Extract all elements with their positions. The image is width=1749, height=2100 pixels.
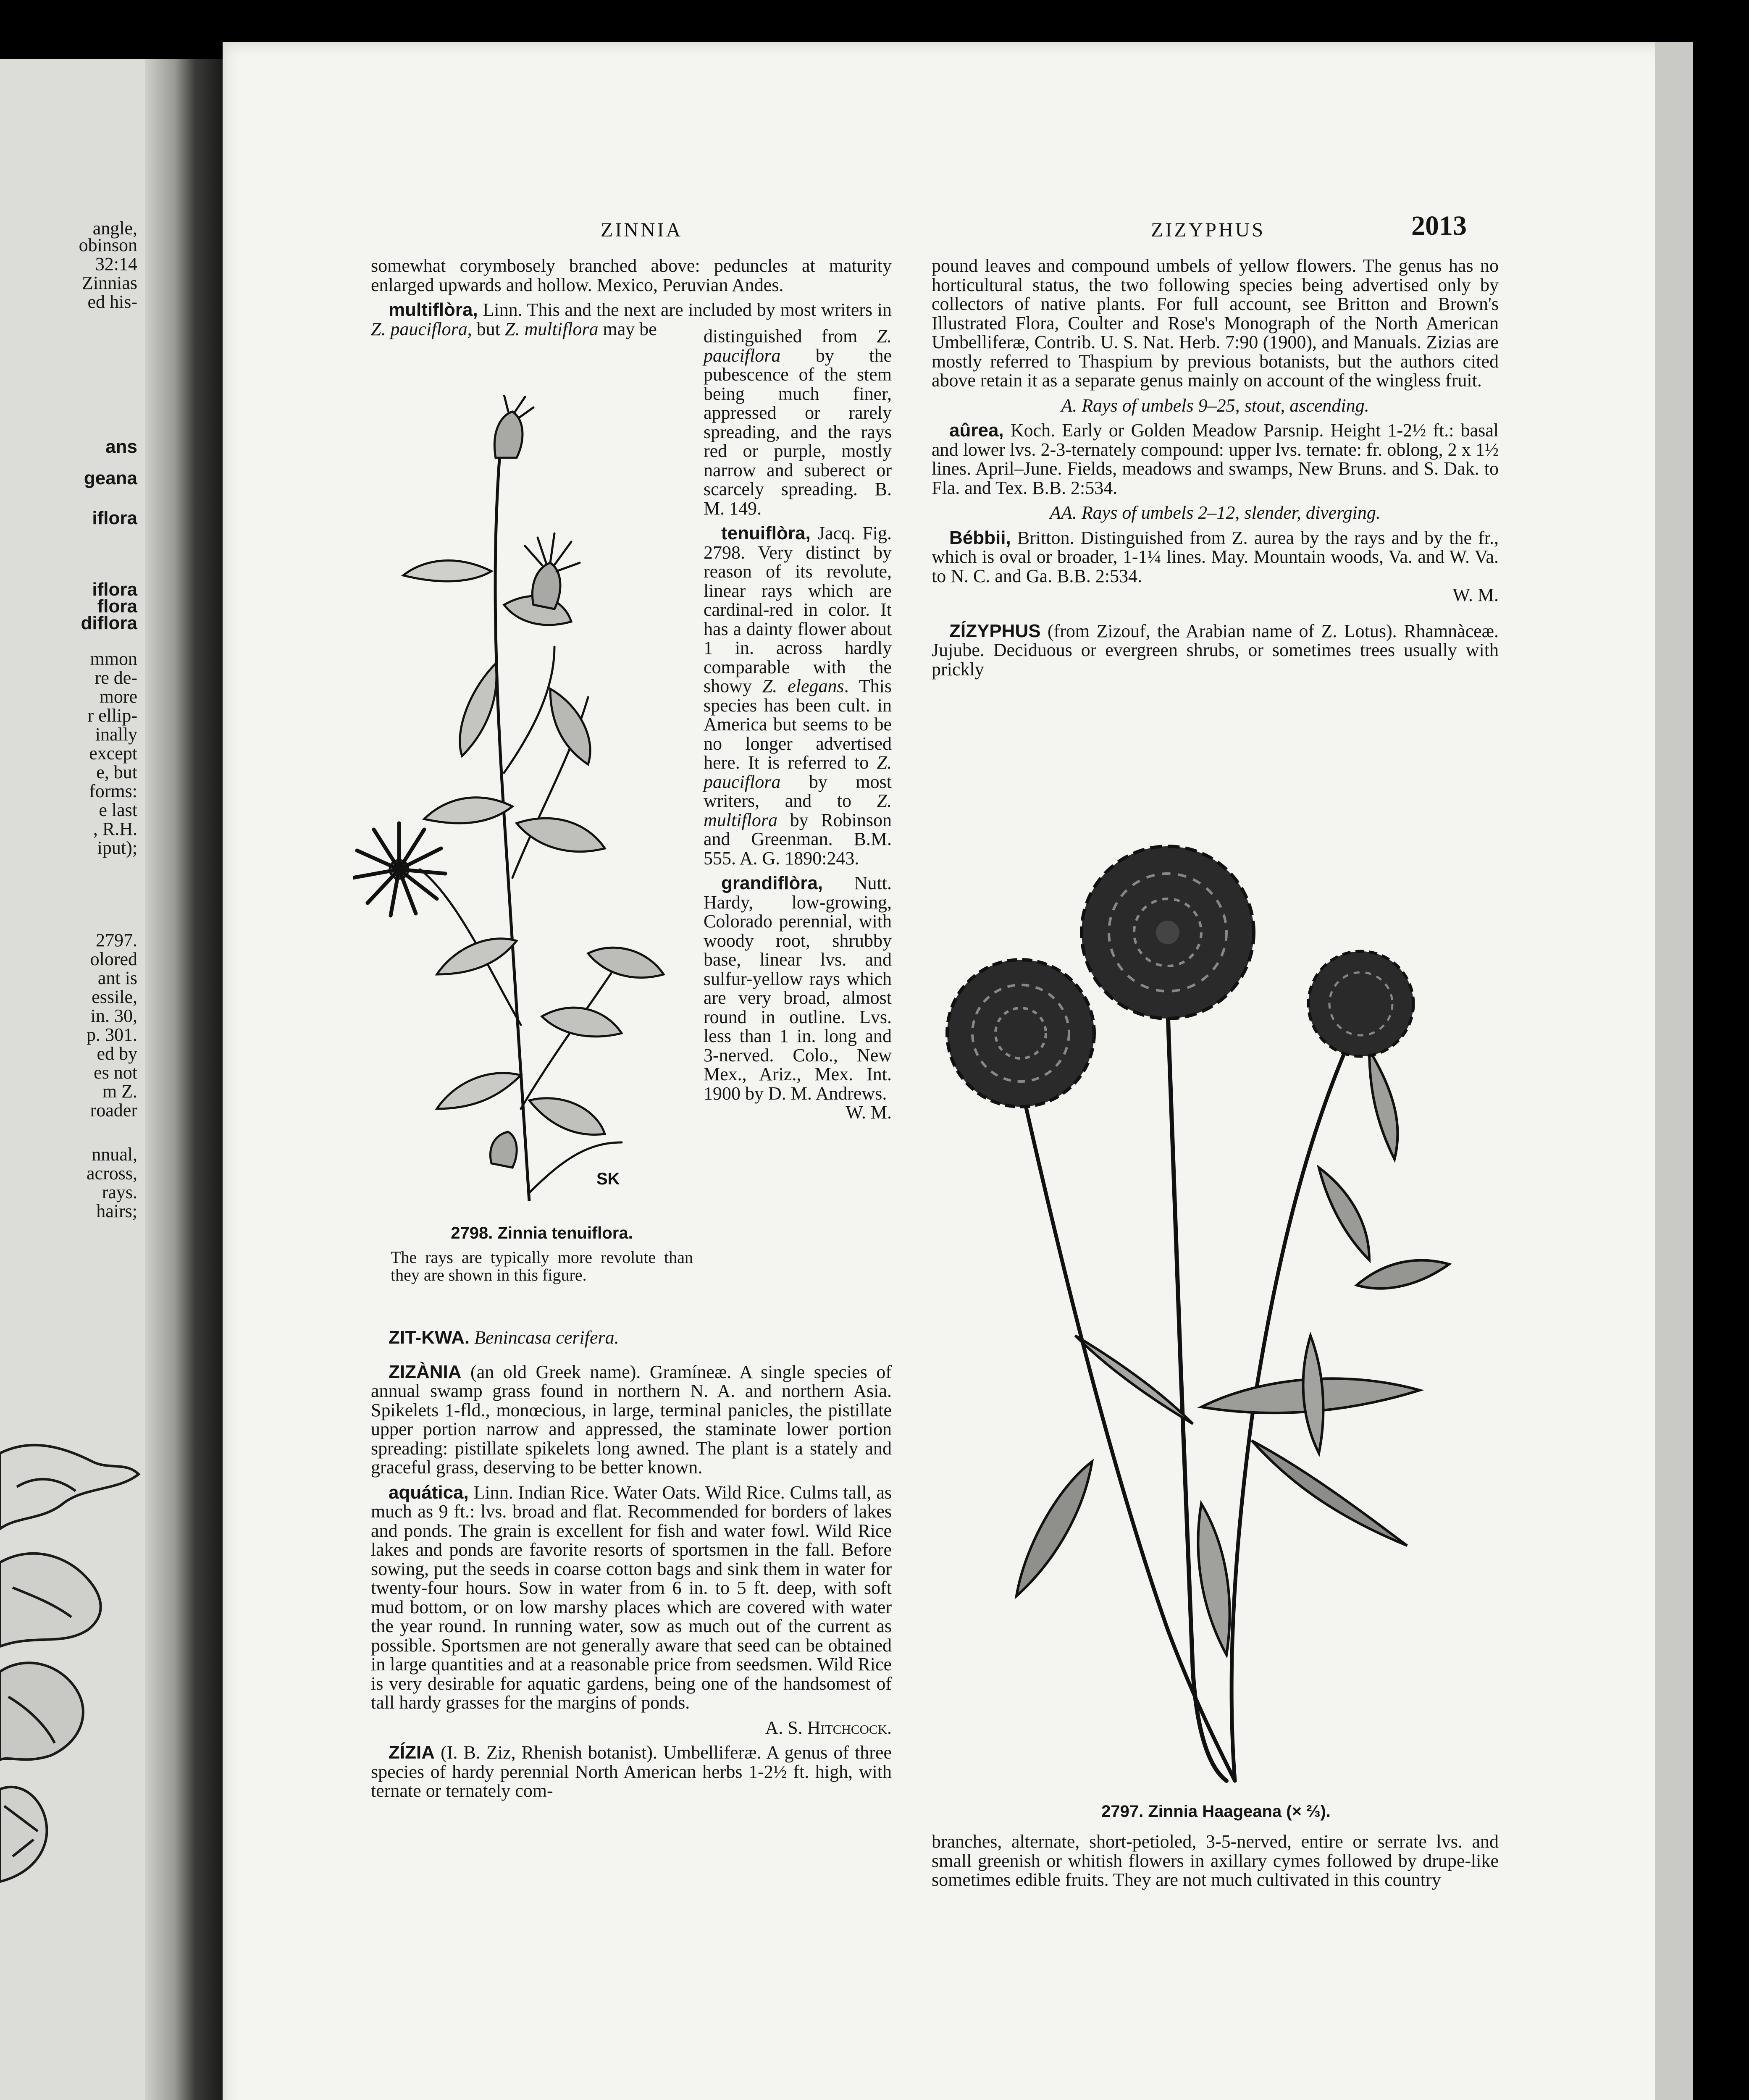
signature-wm-2: W. M.	[1452, 585, 1499, 605]
headword-aurea: aûrea,	[949, 420, 1004, 441]
previous-page-fragment: essile,	[92, 987, 137, 1007]
headword-zizia: ZÍZIA	[389, 1742, 435, 1763]
previous-page-fragment: re de-	[95, 667, 137, 688]
previous-page-fragment: nnual,	[92, 1144, 137, 1165]
signature-wm-1: W. M.	[846, 1102, 892, 1123]
key-a: A. Rays of umbels 9–25, stout, ascending.	[1061, 395, 1369, 416]
illustration-signature: SK	[596, 1170, 620, 1188]
previous-page-fragment: geana	[84, 468, 137, 488]
previous-page-flower-illustration	[0, 1436, 145, 1982]
previous-page-fragment: forms:	[89, 781, 137, 801]
figure-2798-title: 2798. Zinnia tenuiflora.	[451, 1224, 633, 1242]
previous-page-fragment: in. 30,	[90, 1005, 137, 1026]
previous-page-fragment: mmon	[90, 648, 137, 669]
flower-head-right	[1308, 951, 1413, 1056]
column-1-narrow	[704, 327, 892, 1122]
headword-zit-kwa: ZIT-KWA.	[389, 1327, 470, 1348]
previous-page-fragment: olored	[90, 949, 137, 969]
previous-page-edge	[0, 59, 145, 2100]
previous-page-fragment: e last	[99, 800, 137, 820]
previous-page-fragment: inally	[95, 724, 137, 745]
headword-grandiflora: grandiflòra,	[721, 873, 823, 893]
previous-page-fragment: obinson	[79, 235, 137, 255]
headword-zizyphus: ZÍZYPHUS	[949, 620, 1041, 641]
zizia-continuation: pound leaves and compound umbels of yellow flowers. The genus has no horticultural status, the two following species being advertised only by collectors of native plants. For full account, see Britton and Brown's Illustrated Flora, Coulter and Rose's Monograph of the North American Umbelliferæ, Contrib. U. S. Nat. Herb. 7:90 (1900), and Manuals. Zizias are mostly referred to Thaspium by previous botanists, but the authors cited above retain it as a separate genus mainly on account of the wingless fruit.	[932, 255, 1499, 391]
previous-page-fragment: ed by	[97, 1043, 137, 1064]
column-1-bottom	[371, 1328, 892, 1806]
page-edge	[1655, 42, 1693, 2100]
previous-page-fragment: iput);	[97, 837, 137, 858]
previous-page-fragment: diflora	[81, 613, 137, 633]
flower-head-large	[1082, 846, 1254, 1018]
previous-page-fragment: ed his-	[87, 291, 137, 312]
entry-aurea: aûrea, Koch. Early or Golden Meadow Parsnip. Height 1-2½ ft.: basal and lower lvs. 2-3-ternately compound: upper lvs. ternate: fr. oblong, 2 x 1½ lines. April–June. Fields, meadows and swamps, New Bruns. and S. Dak. to Fla. and Tex. B.B. 2:534.	[932, 420, 1499, 498]
running-head-right: ZIZYPHUS	[1151, 219, 1266, 241]
previous-page-fragment: iflora	[92, 508, 137, 528]
zinnia-tenuiflora-illustration	[353, 395, 701, 1201]
book-page	[223, 42, 1693, 2100]
headword-aquatica: aquática,	[389, 1482, 469, 1503]
previous-page-fragment: Zinnias	[82, 273, 137, 293]
running-head-left: ZINNIA	[601, 219, 683, 241]
column-2-bottom	[932, 1832, 1499, 1895]
headword-multiflora: multiflòra,	[389, 299, 478, 320]
previous-page-fragment: r ellip-	[87, 705, 137, 726]
entry-zizania: ZIZÀNIA (an old Greek name). Gramíneæ. A single species of annual swamp grass found in northern N. A. and northern Asia. Spikelets 1-fld., monœcious, in large, terminal panicles, the pistillate upper portion narrow and appressed, the staminate lower portion spreading: pistillate spikelets long awned. The plant is a stately and graceful grass, deserving to be better known.	[371, 1361, 892, 1478]
previous-page-fragment: p. 301.	[87, 1024, 137, 1045]
previous-page-fragment: except	[89, 743, 137, 764]
previous-page-fragment: across,	[87, 1163, 137, 1184]
figure-2798-caption	[391, 1224, 693, 1284]
previous-page-fragment: roader	[90, 1100, 137, 1121]
figure-2798-note: The rays are typically more revolute than they are shown in this figure.	[391, 1248, 693, 1284]
entry-bebbii: Bébbii, Britton. Distinguished from Z. aurea by the rays and by the fr., which is oval or broader, 1-1¼ lines. May. Mountain woods, Va. and W. Va. to N. C. and Ga. B.B. 2:534.	[932, 527, 1499, 586]
previous-page-fragment: m Z.	[102, 1081, 137, 1102]
flower-head-left	[947, 960, 1094, 1107]
book-gutter	[145, 59, 229, 2100]
entry-multiflora-rest: distinguished from Z. pauciflora by the pubescence of the stem being much finer, appressed or rarely spreading, and the rays red or purple, mostly narrow and suberect or scarcely spreading. B. M. 149.	[704, 326, 892, 519]
entry-aquatica: aquática, Linn. Indian Rice. Water Oats. Wild Rice. Culms tall, as much as 9 ft.: lvs. broad and flat. Recommended for borders of lakes and ponds. The grain is excellent for fish and water fowl. Wild Rice lakes and ponds are favorite resorts of sportsmen in the fall. Before sowing, put the seeds in coarse cotton bags and sink them in water for twenty-four hours. Sow in water from 6 in. to 5 ft. deep, with soft mud bottom, or on low marshy places which are covered with water the year round. In running water, sow as much out of the current as possible. Sportsmen are not generally aware that seed can be obtained in large quantities and at a reasonable price from seedsmen. Wild Rice is very desirable for aquatic gardens, being one of the handsomest of tall hardy grasses for the margins of ponds.	[371, 1482, 892, 1713]
entry-grandiflora: grandiflòra, Nutt. Hardy, low-growing, Colorado perennial, with woody root, shrubby base, linear lvs. and sulfur-yellow rays which are very broad, almost round in outline. Lvs. less than 1 in. long and 3-nerved. Colo., New Mex., Ariz., Mex. Int. 1900 by D. M. Andrews.	[704, 873, 892, 1104]
zinnia-haageana-illustration	[932, 832, 1500, 1793]
previous-page-fragment: 32:14	[95, 254, 137, 274]
headword-zizania: ZIZÀNIA	[389, 1361, 462, 1382]
previous-page-fragment: e, but	[96, 762, 137, 782]
previous-page-fragment: ans	[105, 436, 137, 457]
previous-page-fragment: ant is	[97, 968, 137, 988]
column-2-top	[932, 256, 1499, 685]
figure-2797-caption: 2797. Zinnia Haageana (× ⅔).	[1101, 1802, 1331, 1821]
entry-zit-kwa: ZIT-KWA. Benincasa cerifera.	[389, 1327, 619, 1348]
entry-multiflora-lead: multiflòra, Linn. This and the next are included by most writers in Z. pauciflora, but Z. multiflora may be	[371, 299, 892, 339]
previous-page-fragment: more	[99, 686, 137, 707]
zizyphus-continuation: branches, alternate, short-petioled, 3-5-nerved, entire or serrate lvs. and small greenish or whitish flowers in axillary cymes followed by drupe-like sometimes edible fruits. They are not much cultivated in this country	[932, 1831, 1499, 1890]
previous-page-fragment: iflora	[92, 579, 137, 600]
entry-zizia: ZÍZIA (I. B. Ziz, Rhenish botanist). Umbelliferæ. A genus of three species of hardy perennial North American herbs 1-2½ ft. high, with ternate or ternately com-	[371, 1742, 892, 1801]
previous-page-fragment: es not	[94, 1062, 137, 1083]
page-number: 2013	[1411, 210, 1467, 241]
zinnia-continuation: somewhat corymbosely branched above: peduncles at maturity enlarged upwards and hollow. Mexico, Peruvian Andes.	[371, 255, 892, 295]
entry-zizyphus: ZÍZYPHUS (from Zizouf, the Arabian name of Z. Lotus). Rhamnàceæ. Jujube. Deciduous or evergreen shrubs, or sometimes trees usually with prickly	[932, 620, 1499, 680]
entry-tenuiflora: tenuiflòra, Jacq. Fig. 2798. Very distinct by reason of its revolute, linear rays which are cardinal-red in color. It has a dainty flower about 1 in. across hardly comparable with the showy Z. elegans. This species has been cult. in America but seems to be no longer advertised here. It is referred to Z. pauciflora by most writers, and to Z. multiflora by Robinson and Greenman. B.M. 555. A. G. 1890:243.	[704, 523, 892, 869]
previous-page-fragment: flora	[97, 596, 137, 617]
previous-page-fragment: hairs;	[96, 1201, 137, 1221]
key-aa: AA. Rays of umbels 2–12, slender, diverging.	[1050, 502, 1381, 523]
previous-page-fragment: , R.H.	[93, 819, 137, 839]
previous-page-fragment: angle,	[92, 218, 137, 239]
previous-page-fragment: rays.	[102, 1182, 137, 1202]
previous-page-fragment: 2797.	[96, 930, 137, 950]
headword-bebbii: Bébbii,	[949, 527, 1011, 548]
signature-hitchcock: A. S. Hitchcock.	[765, 1717, 892, 1738]
headword-tenuiflora: tenuiflòra,	[721, 523, 811, 543]
